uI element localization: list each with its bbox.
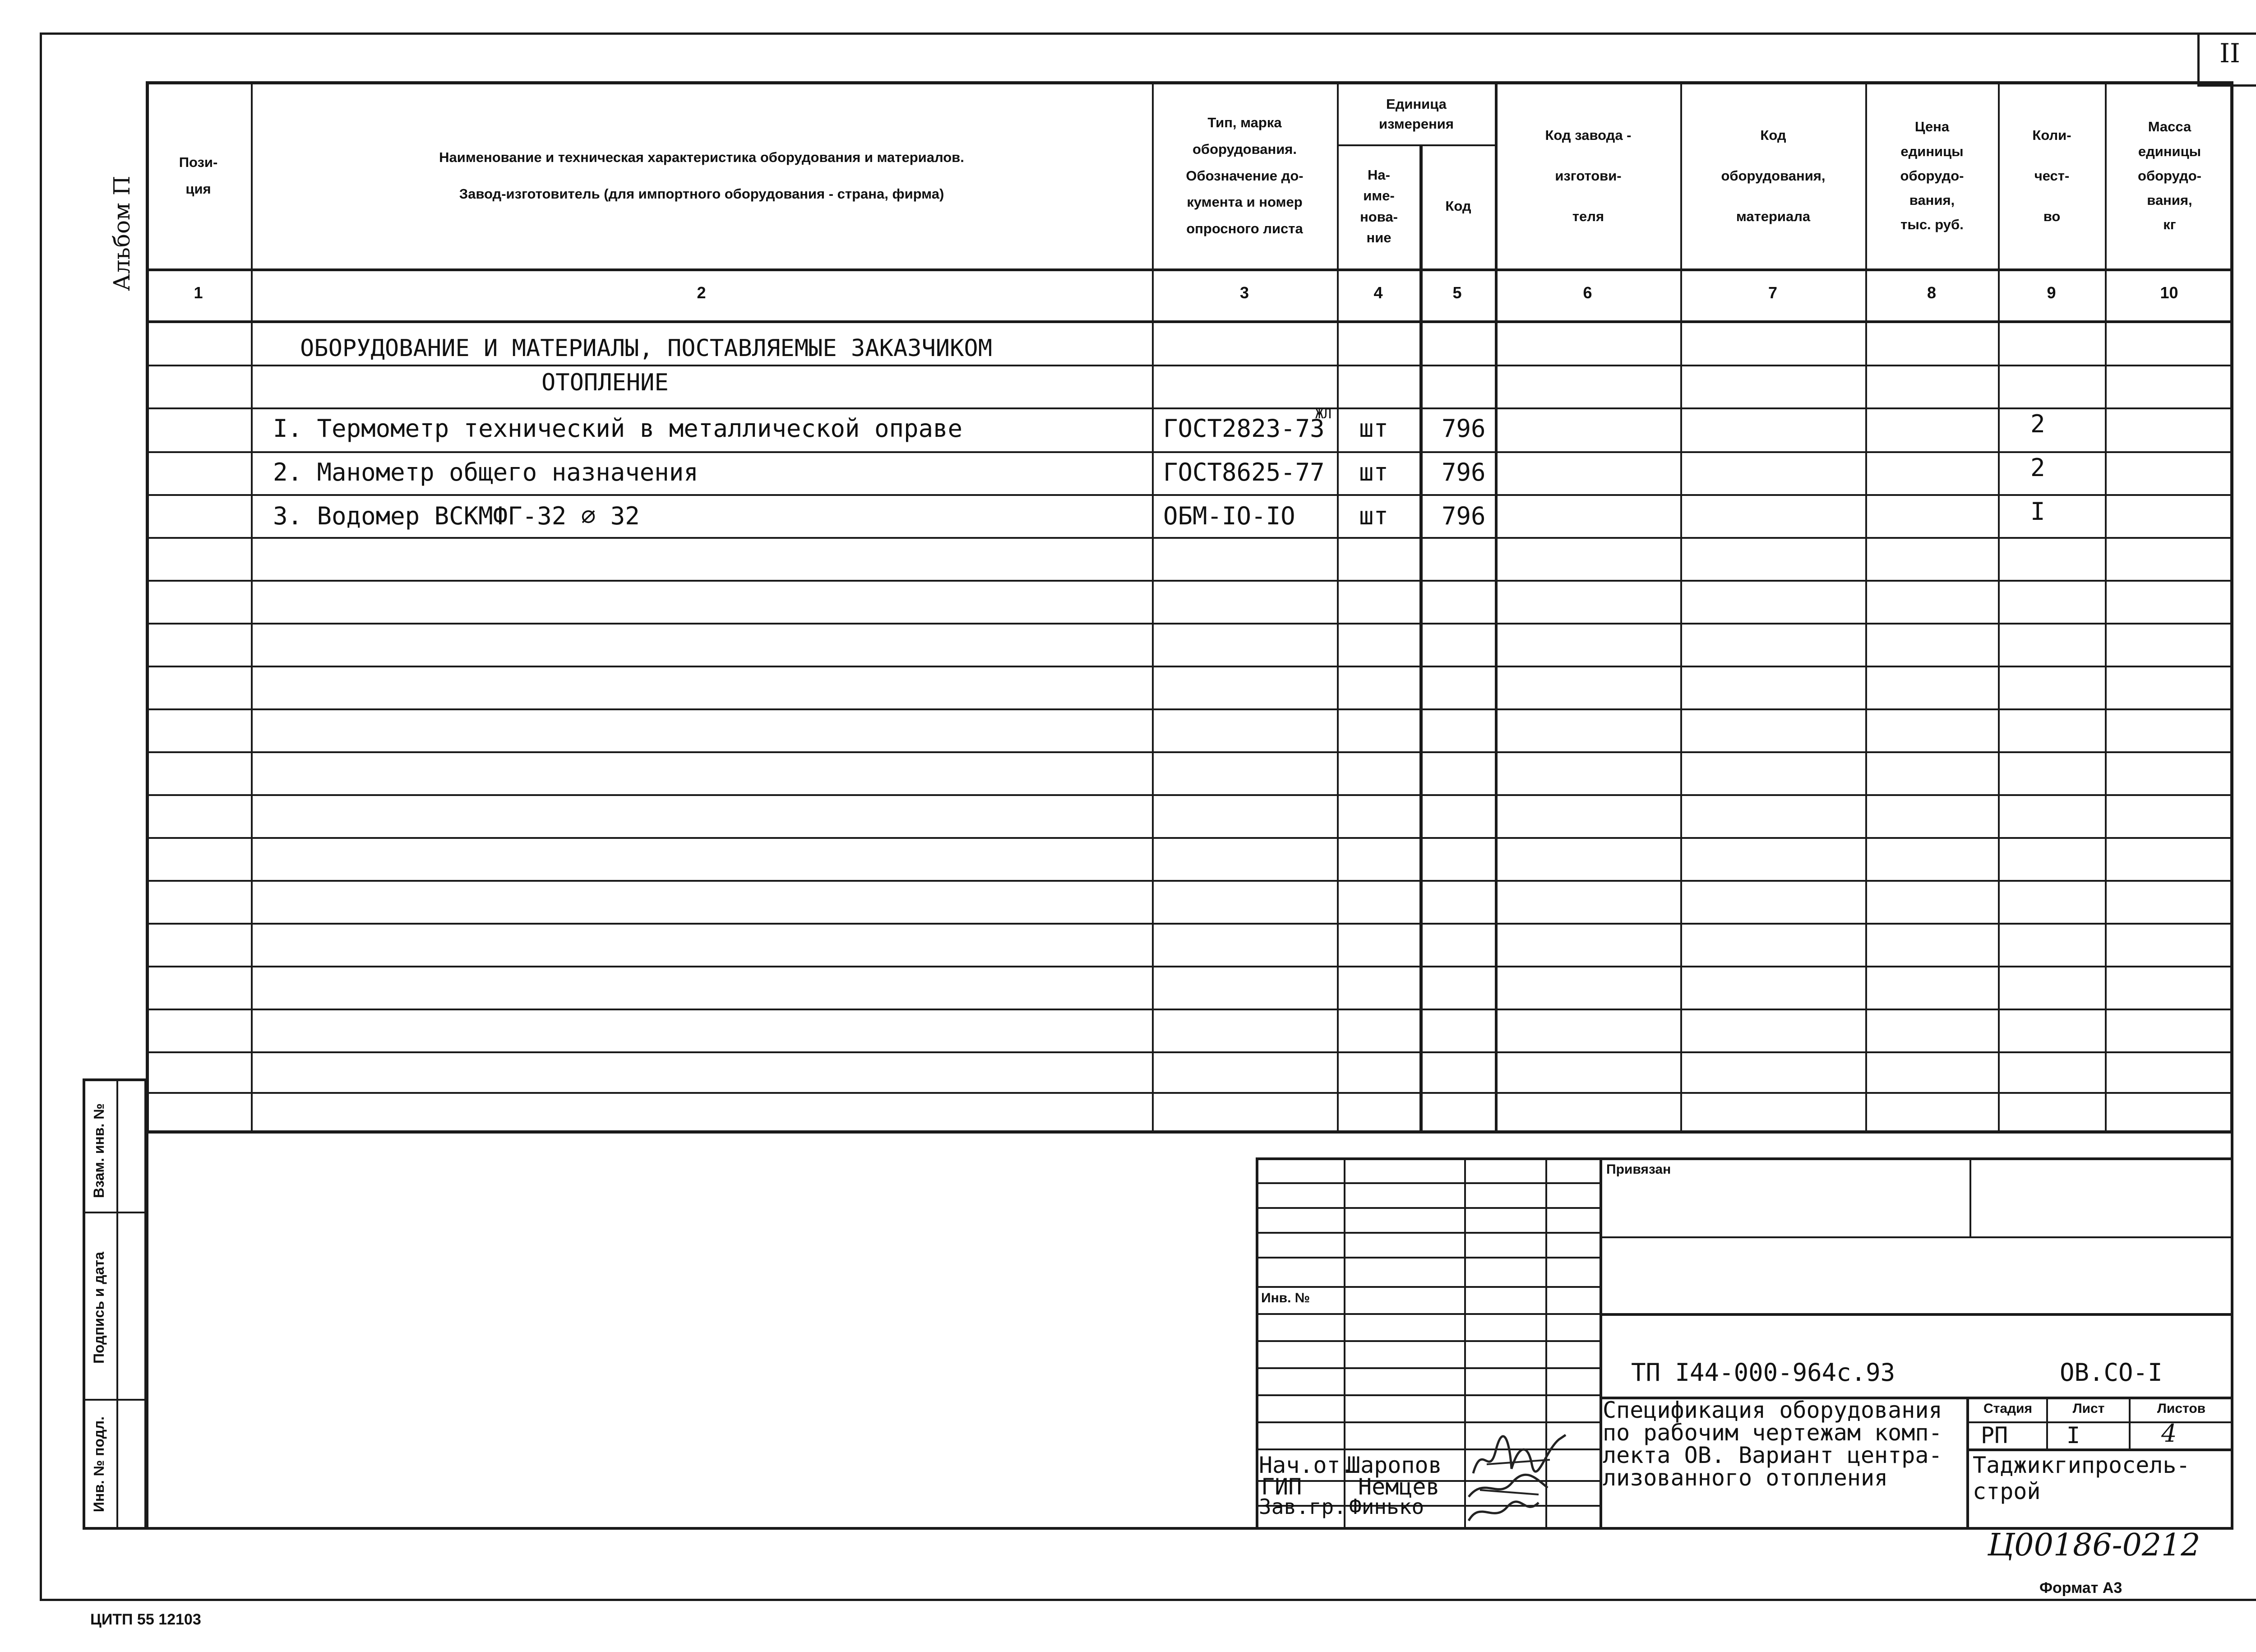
role-2: ГИП [1261, 1474, 1302, 1500]
col-3-number: 3 [1239, 283, 1249, 302]
sheet-label: Лист [2072, 1401, 2105, 1416]
side-stamp-inv-podl: Инв. № подл. [91, 1416, 107, 1513]
sheets-value: 4 [2161, 1419, 2177, 1448]
stage-label: Стадия [1983, 1401, 2033, 1416]
sheets-label: Листов [2157, 1401, 2206, 1416]
document-title: Спецификация оборудования по рабочим чертежам комп- лекта ОВ. Вариант центра- лизованного отопления [1603, 1397, 1942, 1491]
row-2-code: 796 [1442, 458, 1486, 486]
row-1-code: 796 [1442, 414, 1486, 443]
signature-finko [1466, 1498, 1543, 1525]
archive-sheet: 12 [2161, 1527, 2201, 1563]
row-1-name: I. Термометр технический в металлической оправе [273, 414, 963, 443]
row-3-code: 796 [1442, 502, 1486, 530]
format-label: Формат А3 [2039, 1579, 2122, 1596]
col-2-number: 2 [697, 283, 706, 302]
row-3-name: 3. Водомер ВСКМФГ-32 ∅ 32 [273, 502, 640, 530]
role-2-name: Немцев [1358, 1474, 1440, 1500]
row-1-type: ГОСТ2823-73 [1163, 414, 1325, 443]
sheet-code: ОВ.СО-I [2060, 1358, 2163, 1387]
col-10-number: 10 [2160, 283, 2178, 302]
archive-number: Ц00186-02 [1988, 1527, 2162, 1563]
sheet-number: II [2219, 38, 2240, 69]
col-6-header: Код завода - изготови- теля [1545, 127, 1632, 224]
row-3-type: ОБМ-IO-IO [1163, 502, 1295, 530]
col-1-number: 1 [194, 283, 203, 302]
role-1-name: Шаропов [1347, 1452, 1442, 1478]
stage-value: РП [1981, 1422, 2008, 1448]
col-8-header: Цена единицы оборудо- вания, тыс. руб. [1900, 119, 1964, 233]
role-1: Нач.от. [1259, 1452, 1354, 1478]
row-2-name: 2. Манометр общего назначения [273, 458, 698, 486]
col-7-header: Код оборудования, материала [1721, 127, 1826, 224]
col-4-header: На- име- нова- ние [1360, 167, 1398, 245]
section-title-supplied: ОБОРУДОВАНИЕ И МАТЕРИАЛЫ, ПОСТАВЛЯЕМЫЕ ЗАКАЗЧИКОМ [300, 335, 993, 362]
printer-mark: ЦИТП 55 12103 [90, 1611, 201, 1628]
unit-group-header: Единица измерения [1379, 96, 1454, 132]
album-label: Альбом П [109, 176, 135, 291]
col-4-number: 4 [1373, 283, 1383, 302]
side-stamp-podpis: Подпись и дата [91, 1252, 107, 1364]
section-title-heating: ОТОПЛЕНИЕ [541, 369, 669, 396]
row-1-type-superscript: ЖЛ [1315, 406, 1332, 422]
col-7-number: 7 [1768, 283, 1778, 302]
role-3-name: Финько [1349, 1495, 1424, 1519]
col-8-number: 8 [1927, 283, 1937, 302]
row-3-qty: I [2030, 497, 2045, 526]
row-2-unit: шт [1359, 458, 1389, 486]
col-3-header: Тип, марка оборудования. Обозначение до- кумента и номер опросного листа [1186, 114, 1304, 237]
row-3-unit: шт [1359, 502, 1389, 530]
row-2-type: ГОСТ8625-77 [1163, 458, 1325, 486]
col-5-header: Код [1445, 198, 1471, 214]
role-3: Зав.гр. [1259, 1495, 1346, 1519]
privyazan-label: Привязан [1606, 1162, 1671, 1177]
row-2-qty: 2 [2030, 453, 2045, 482]
side-stamp-vzam: Взам. инв. № [91, 1103, 107, 1198]
col-9-number: 9 [2047, 283, 2056, 302]
sheet-value: I [2066, 1422, 2080, 1448]
col-2-header: Наименование и техническая характеристика оборудования и материалов. Завод-изготовитель (для импортного оборудования - страна, фирма) [439, 149, 964, 202]
doc-code: ТП I44-000-964с.93 [1631, 1358, 1895, 1387]
organization-name: Таджикгипросель- строй [1973, 1452, 2190, 1504]
col-9-header: Коли- чест- во [2032, 127, 2071, 224]
col-1-header: Пози- ция [179, 154, 218, 197]
row-1-unit: шт [1359, 414, 1389, 443]
col-5-number: 5 [1452, 283, 1462, 302]
col-10-header: Масса единицы оборудо- вания, кг [2138, 119, 2201, 233]
inv-no-label: Инв. № [1261, 1291, 1310, 1305]
col-6-number: 6 [1583, 283, 1592, 302]
row-1-qty: 2 [2030, 410, 2045, 438]
